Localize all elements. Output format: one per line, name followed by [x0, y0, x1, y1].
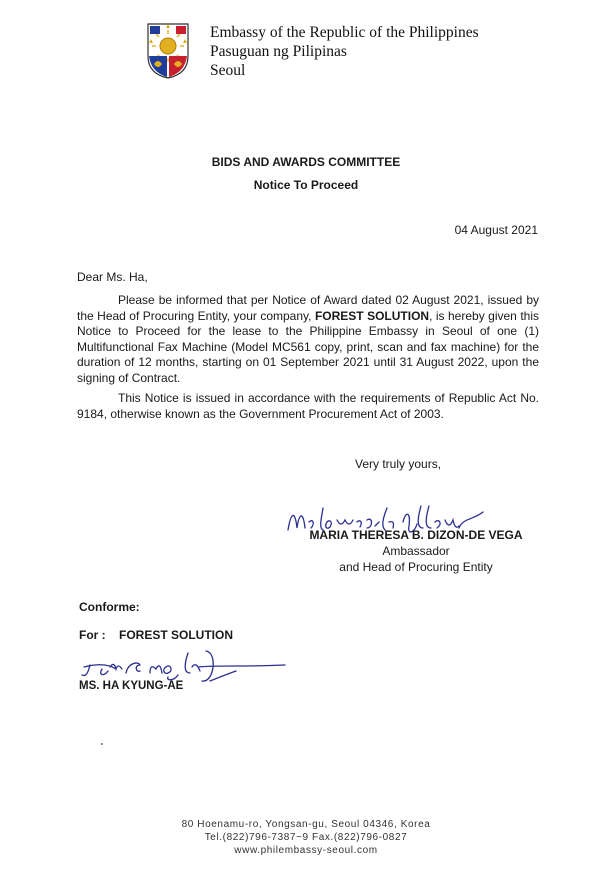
letterhead-embassy-name: Embassy of the Republic of the Philippines	[210, 24, 479, 41]
committee-heading: BIDS AND AWARDS COMMITTEE	[211, 155, 401, 169]
philippine-seal-icon	[140, 20, 196, 80]
footer-phone-fax: Tel.(822)796-7387~9 Fax.(822)796-0827	[204, 832, 408, 843]
document-title: Notice To Proceed	[253, 178, 359, 192]
for-label: For :	[79, 628, 106, 642]
letter-date: 04 August 2021	[454, 223, 538, 237]
signatory-role: and Head of Procuring Entity	[339, 560, 493, 574]
signatory-name: MARIA THERESA B. DIZON-DE VEGA	[309, 528, 523, 542]
signatory-block	[280, 527, 552, 575]
conforme-for-line	[79, 628, 233, 642]
footer-address: 80 Hoenamu-ro, Yongsan-gu, Seoul 04346, Korea	[181, 819, 431, 830]
closing-line: Very truly yours,	[355, 457, 442, 471]
body-paragraph-award	[77, 293, 539, 387]
scan-speck	[101, 743, 103, 745]
company-name: FOREST SOLUTION	[314, 308, 430, 323]
conforme-label: Conforme:	[79, 600, 140, 614]
conforme-signer-name: MS. HA KYUNG-AE	[79, 680, 184, 692]
body-paragraph-legal: This Notice is issued in accordance with the requirements of Republic Act No. 9184, otherwise known as the Government Procurement Act of 2003.	[77, 391, 539, 421]
signatory-title: Ambassador	[382, 544, 450, 558]
footer-website: www.philembassy-seoul.com	[234, 845, 378, 856]
letterhead-city: Seoul	[210, 62, 246, 79]
award-text-start: Please be informed that per Notice of Award dated 02 August 2021, issued by the Head of Procuring Entity, your company,	[77, 293, 539, 323]
salutation: Dear Ms. Ha,	[77, 270, 148, 284]
award-text-end: , is hereby given this Notice to Proceed for the lease to the Philippine Embassy in Seoul of one (1) Multifunctional Fax Machine (Model MC561 copy, print, scan and fax machine) for the duration of 12 months, starting on 01 September 2021 until 31 August 2022, upon the signing of Contract.	[77, 308, 539, 385]
letterhead-filipino-name: Pasuguan ng Pilipinas	[210, 43, 347, 60]
conforme-company: FOREST SOLUTION	[119, 628, 233, 642]
